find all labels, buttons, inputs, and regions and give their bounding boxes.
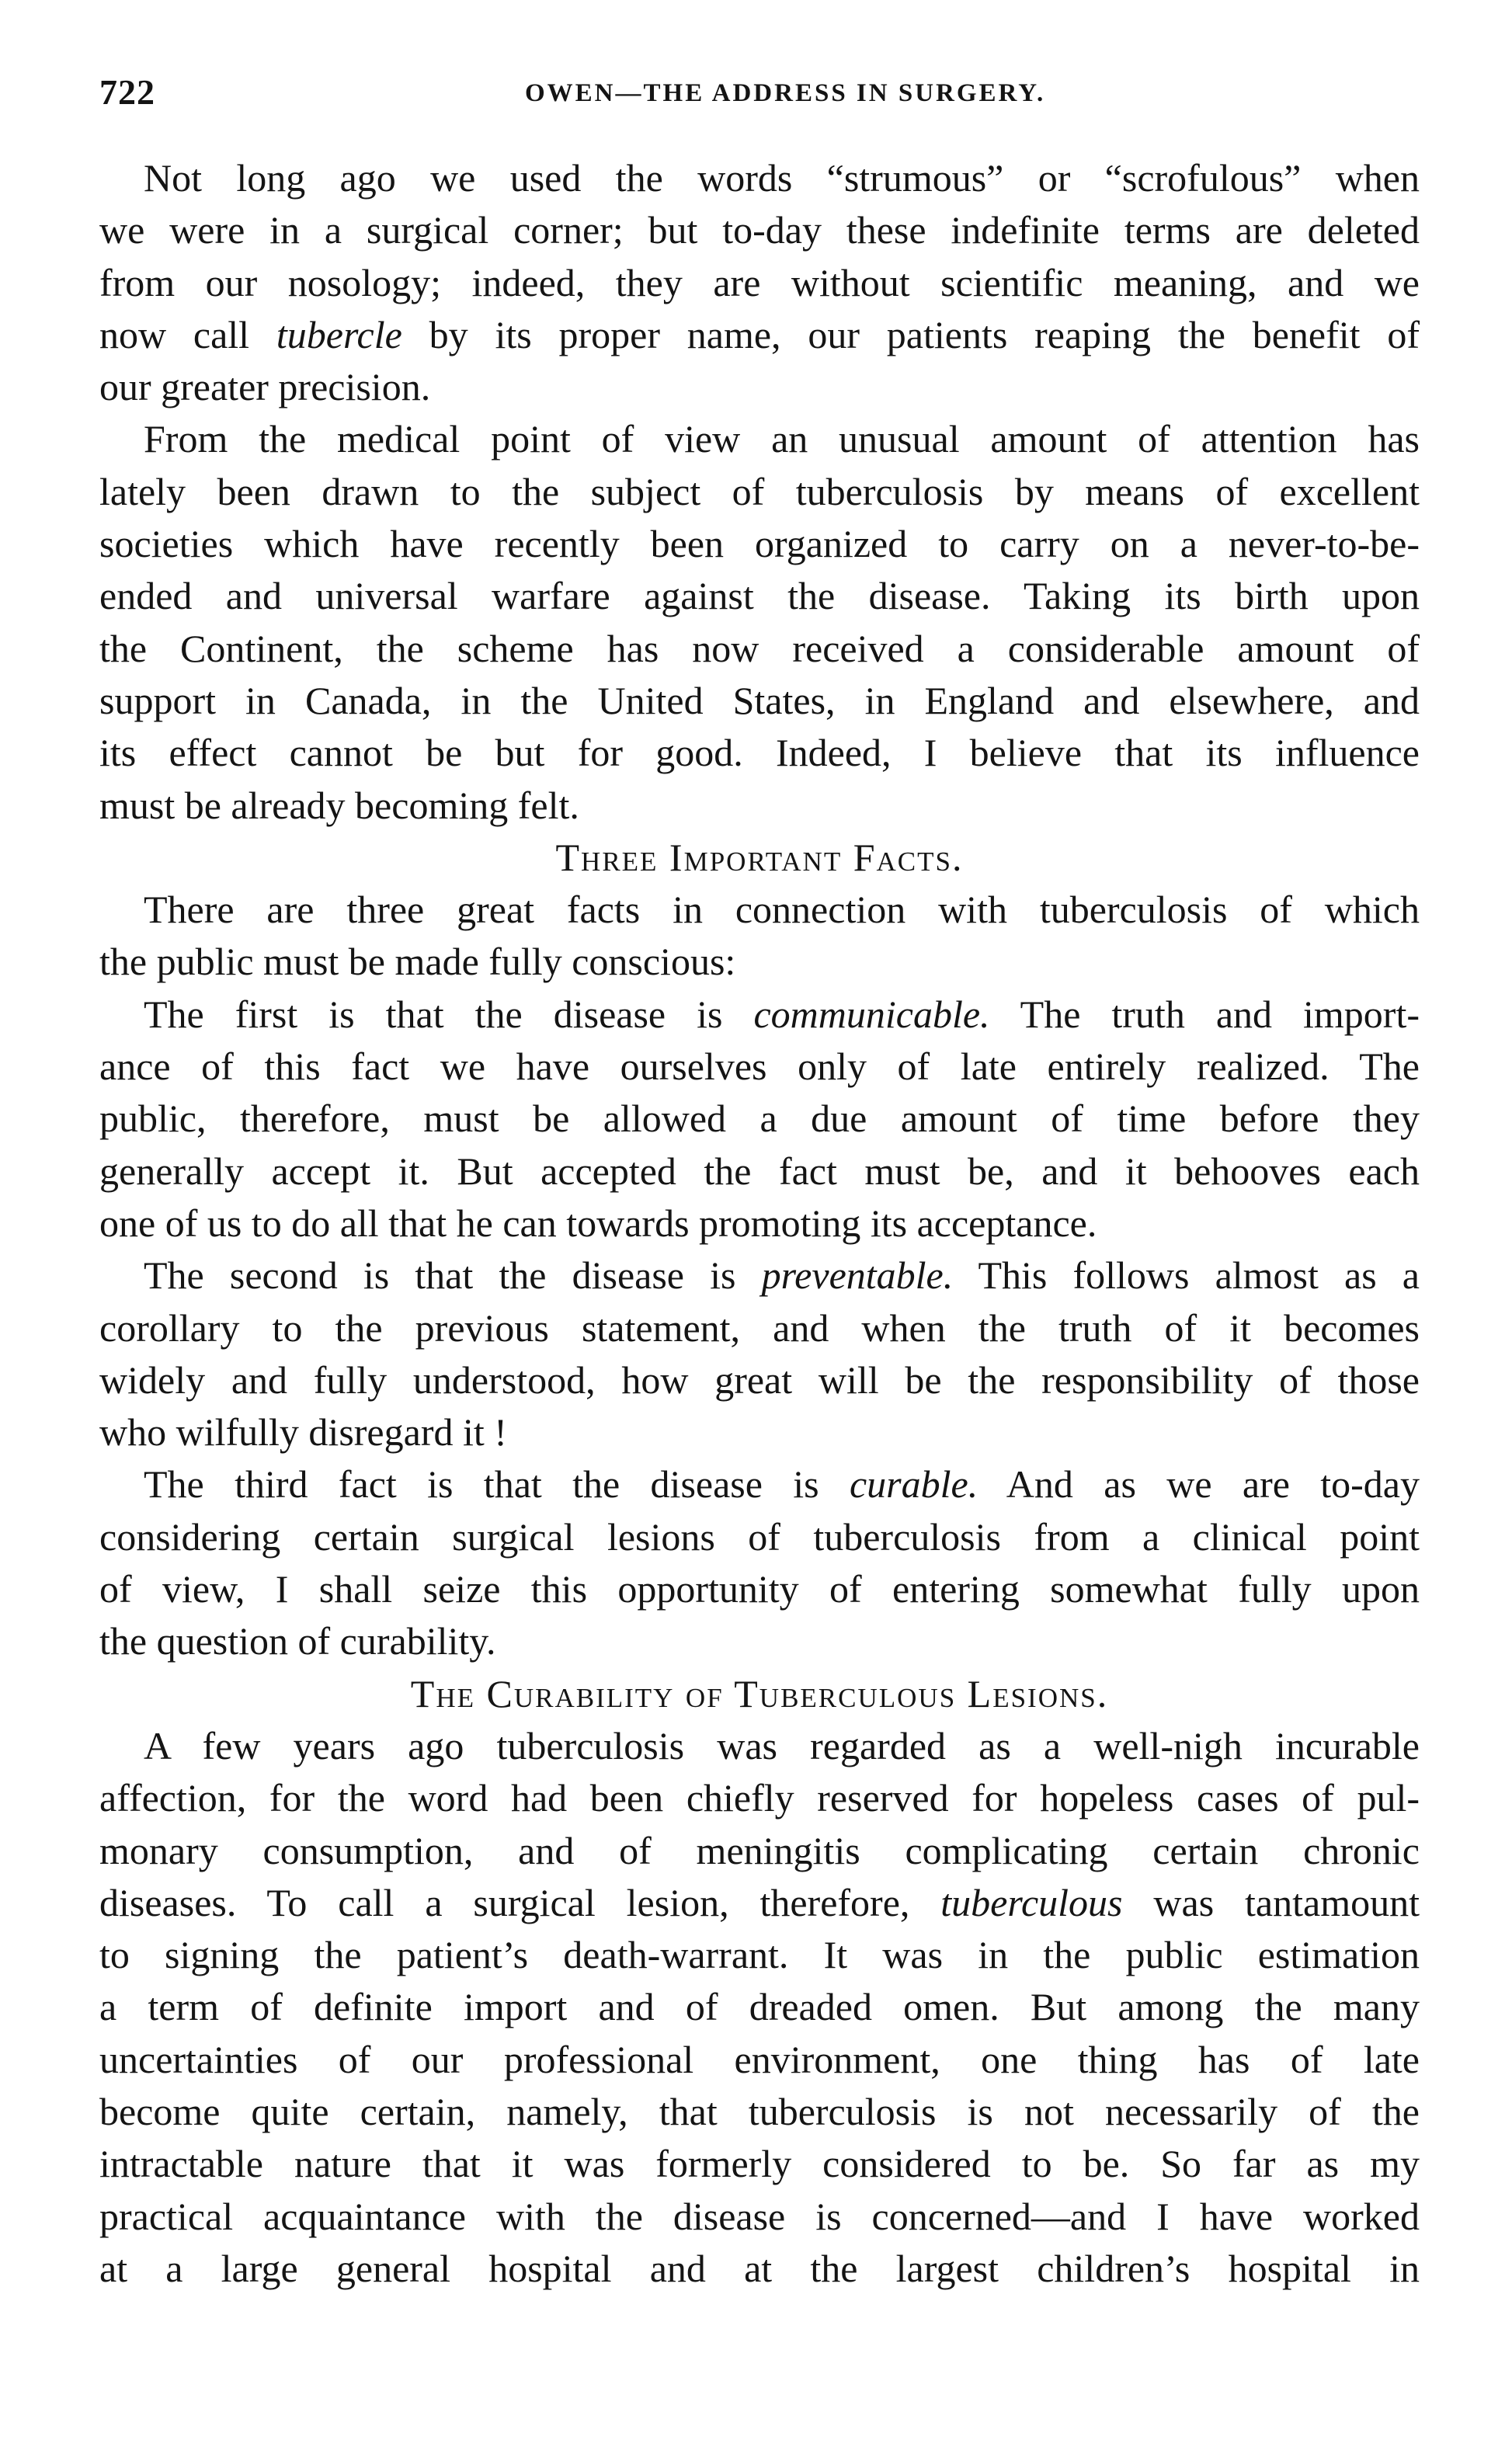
text-line [99, 1406, 1420, 1458]
text-run: corollary to the previous statement, and when the truth of it becomes [99, 1305, 1420, 1350]
running-title: OWEN—THE ADDRESS IN SURGERY. [525, 79, 1046, 107]
text-line [99, 2243, 1420, 2295]
text-run: support in Canada, in the United States, in England and elsewhere, and [99, 678, 1420, 722]
text-line [99, 2034, 1420, 2086]
text-run: There are three great facts in connection with tuberculosis of which [144, 888, 1420, 932]
text-run: uncertainties of our professional environment, one thing has of late [99, 2037, 1420, 2081]
text-run: widely and fully understood, how great will be the responsibility of those [99, 1357, 1420, 1402]
text-run: The third fact is that the disease is [144, 1462, 850, 1507]
text-line [99, 204, 1420, 256]
text-line [99, 1041, 1420, 1093]
text-line [99, 518, 1420, 570]
text-line [99, 936, 1420, 988]
text-run: societies which have recently been organized to carry on a never-to-be- [99, 522, 1420, 566]
text-line [99, 1302, 1420, 1354]
text-line [99, 2191, 1420, 2243]
text-run: public, therefore, must be allowed a due amount of time before they [99, 1097, 1420, 1141]
text-run: lately been drawn to the subject of tuberculosis by means of excellent [99, 469, 1420, 513]
text-line [99, 727, 1420, 779]
text-run: now call [99, 312, 276, 356]
text-run: affection, for the word had been chiefly reserved for hopeless cases of pul- [99, 1776, 1420, 1820]
text-line [99, 1250, 1420, 1302]
text-run: diseases. To call a surgical lesion, therefore, [99, 1880, 941, 1924]
text-run: considering certain surgical lesions of tuberculosis from a clinical point [99, 1514, 1420, 1559]
text-line [99, 1929, 1420, 1981]
text-line [99, 1511, 1420, 1563]
text-run: the question of curability. [99, 1619, 496, 1663]
italic-term: curable. [849, 1462, 978, 1507]
text-run: practical acquaintance with the disease is concerned—and I have worked [99, 2194, 1420, 2238]
text-run: The Curability of Tuberculous Lesions. [410, 1671, 1109, 1715]
text-line [99, 1145, 1420, 1197]
text-run: From the medical point of view an unusual amount of attention has [144, 417, 1420, 461]
text-line [99, 989, 1420, 1041]
text-run: The second is that the disease is [144, 1253, 762, 1298]
text-run: a term of definite import and of dreaded omen. But among the many [99, 1985, 1420, 2029]
italic-term: tuberculous [940, 1880, 1123, 1924]
text-run: The first is that the disease is [144, 992, 754, 1036]
text-line [99, 570, 1420, 622]
text-line [99, 257, 1420, 309]
text-run: And as we are to-day [978, 1462, 1420, 1507]
text-line [99, 1877, 1420, 1929]
text-line [99, 1197, 1420, 1250]
section-heading [99, 832, 1420, 884]
text-line [99, 1458, 1420, 1510]
page-header [99, 71, 1420, 126]
text-run: we were in a surgical corner; but to-day these indefinite terms are deleted [99, 208, 1420, 252]
text-line [99, 1563, 1420, 1615]
text-run: by its proper name, our patients reaping the benefit of [401, 312, 1420, 356]
text-run: Not long ago we used the words “strumous” or “scrofulous” when [144, 156, 1420, 200]
text-run: our greater precision. [99, 365, 431, 409]
text-run: must be already becoming felt. [99, 783, 579, 827]
text-line [99, 152, 1420, 204]
text-run: its effect cannot be but for good. Indeed, I believe that its influence [99, 731, 1420, 775]
italic-term: preventable. [761, 1253, 954, 1298]
text-line [99, 2086, 1420, 2138]
text-run: become quite certain, namely, that tuberculosis is not necessarily of the [99, 2089, 1420, 2133]
text-line [99, 1093, 1420, 1145]
text-line [99, 1354, 1420, 1406]
text-line [99, 675, 1420, 727]
body-text [99, 152, 1420, 2295]
text-line [99, 623, 1420, 675]
text-line [99, 1772, 1420, 1824]
text-run: Three Important Facts. [555, 835, 964, 879]
text-run: the public must be made fully conscious: [99, 940, 736, 984]
text-line [99, 413, 1420, 465]
text-run: intractable nature that it was formerly considered to be. So far as my [99, 2142, 1420, 2186]
text-line [99, 361, 1420, 413]
text-run: This follows almost as a [953, 1253, 1420, 1298]
italic-term: communicable. [753, 992, 990, 1036]
page-number: 722 [99, 72, 155, 112]
text-run: the Continent, the scheme has now received a considerable amount of [99, 626, 1420, 670]
text-run: ended and universal warfare against the disease. Taking its birth upon [99, 574, 1420, 618]
text-line [99, 1825, 1420, 1877]
text-line [99, 884, 1420, 936]
italic-term: tubercle [276, 312, 402, 356]
text-run: The truth and import- [989, 992, 1420, 1036]
text-run: A few years ago tuberculosis was regarded as a well-nigh incurable [144, 1723, 1420, 1767]
text-run: of view, I shall seize this opportunity of entering somewhat fully upon [99, 1567, 1420, 1611]
text-line [99, 780, 1420, 832]
text-line [99, 2138, 1420, 2190]
text-run: to signing the patient’s death-warrant. It was in the public estimation [99, 1933, 1420, 1977]
text-line [99, 1720, 1420, 1772]
text-line [99, 466, 1420, 518]
section-heading [99, 1668, 1420, 1720]
text-run: from our nosology; indeed, they are without scientific meaning, and we [99, 260, 1420, 304]
text-run: one of us to do all that he can towards promoting its acceptance. [99, 1201, 1097, 1245]
text-run: was tantamount [1122, 1880, 1420, 1924]
text-run: at a large general hospital and at the largest children’s hospital in [99, 2246, 1420, 2290]
text-line [99, 1615, 1420, 1667]
text-run: monary consumption, and of meningitis complicating certain chronic [99, 1828, 1420, 1872]
text-line [99, 1981, 1420, 2033]
text-run: who wilfully disregard it ! [99, 1410, 507, 1455]
text-run: ance of this fact we have ourselves only of late entirely realized. The [99, 1044, 1420, 1089]
text-line [99, 309, 1420, 361]
text-run: generally accept it. But accepted the fact must be, and it behooves each [99, 1149, 1420, 1193]
